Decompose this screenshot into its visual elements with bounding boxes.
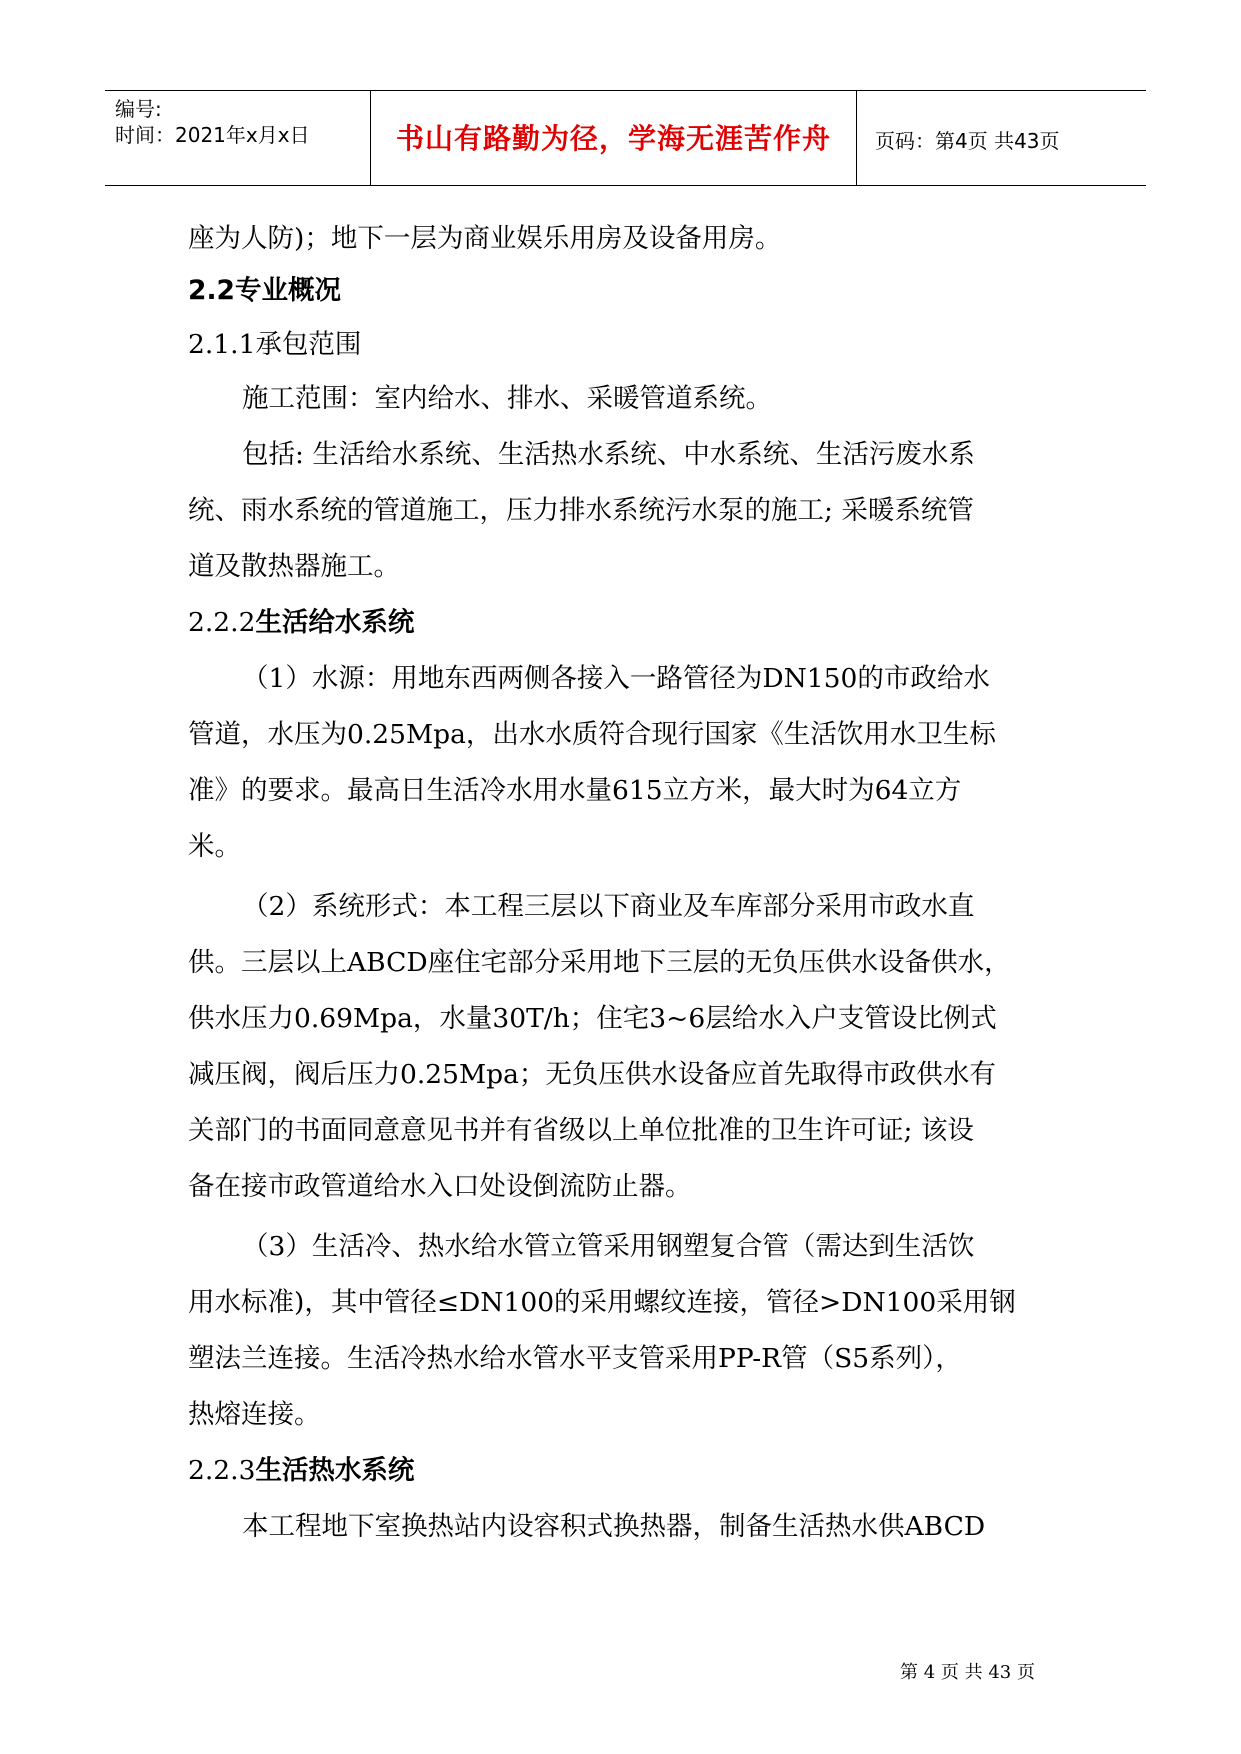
paragraph-line: 关部门的书面同意意见书并有省级以上单位批准的卫生许可证; 该设: [188, 1115, 974, 1146]
paragraph-line: 供。三层以上ABCD座住宅部分采用地下三层的无负压供水设备供水，: [188, 947, 1011, 978]
paragraph-line: 减压阀，阀后压力0.25Mpa；无负压供水设备应首先取得市政供水有: [188, 1059, 996, 1090]
paragraph-line: 热熔连接。: [188, 1399, 321, 1430]
section-heading-2-2-3: [188, 1442, 414, 1499]
paragraph-line: 包括: 生活给水系统、生活热水系统、中水系统、生活污废水系: [242, 439, 975, 470]
paragraph-line: 座为人防)；地下一层为商业娱乐用房及设备用房。: [188, 223, 782, 254]
header-motto-cell: [370, 91, 857, 185]
paragraph-line: （1）水源：用地东西两侧各接入一路管径为DN150的市政给水: [242, 663, 990, 694]
paragraph-line: 供水压力0.69Mpa，水量30T/h；住宅3~6层给水入户支管设比例式: [188, 1003, 997, 1034]
page-header: [105, 90, 1146, 186]
paragraph-line: 备在接市政管道给水入口处设倒流防止器。: [188, 1171, 692, 1202]
section-heading-2-2-2: [188, 594, 414, 651]
heading-title: 生活热水系统: [255, 1455, 415, 1486]
paragraph-line: （2）系统形式：本工程三层以下商业及车库部分采用市政水直: [242, 891, 975, 922]
section-heading-2-2: 2.2专业概况: [188, 275, 341, 306]
paragraph-line: 准》的要求。最高日生活冷水用水量615立方米，最大时为64立方: [188, 775, 962, 806]
header-info-cell: [105, 91, 370, 185]
paragraph-line: 管道，水压为0.25Mpa，出水水质符合现行国家《生活饮用水卫生标: [188, 719, 996, 750]
paragraph-line: 用水标准)，其中管径≤DN100的采用螺纹连接，管径>DN100采用钢: [188, 1287, 1016, 1318]
paragraph-line: 塑法兰连接。生活冷热水给水管水平支管采用PP-R管（S5系列），: [188, 1343, 962, 1374]
paragraph-line: 统、雨水系统的管道施工，压力排水系统污水泵的施工; 采暖系统管: [188, 495, 974, 526]
header-motto: 书山有路勤为径，学海无涯苦作舟: [395, 122, 831, 155]
header-page-number: 页码：第4页 共43页: [875, 129, 1060, 153]
paragraph-line: 本工程地下室换热站内设容积式换热器，制备生活热水供ABCD: [242, 1511, 986, 1542]
document-number-label: 编号:: [115, 97, 162, 121]
header-page-cell: [857, 91, 1146, 185]
document-time-label: 时间：2021年x月x日: [115, 123, 310, 147]
heading-number: 2.2.3: [188, 1455, 256, 1486]
paragraph-line: 米。: [188, 831, 241, 862]
paragraph-line: 施工范围：室内给水、排水、采暖管道系统。: [242, 383, 772, 414]
heading-title: 生活给水系统: [255, 607, 415, 638]
paragraph-line: （3）生活冷、热水给水管立管采用钢塑复合管（需达到生活饮: [242, 1231, 975, 1262]
paragraph-line: 道及散热器施工。: [188, 551, 400, 582]
heading-number: 2.2.2: [188, 607, 256, 638]
page-footer: 第 4 页 共 43 页: [900, 1662, 1035, 1683]
section-heading-2-1-1: 2.1.1承包范围: [188, 329, 362, 360]
